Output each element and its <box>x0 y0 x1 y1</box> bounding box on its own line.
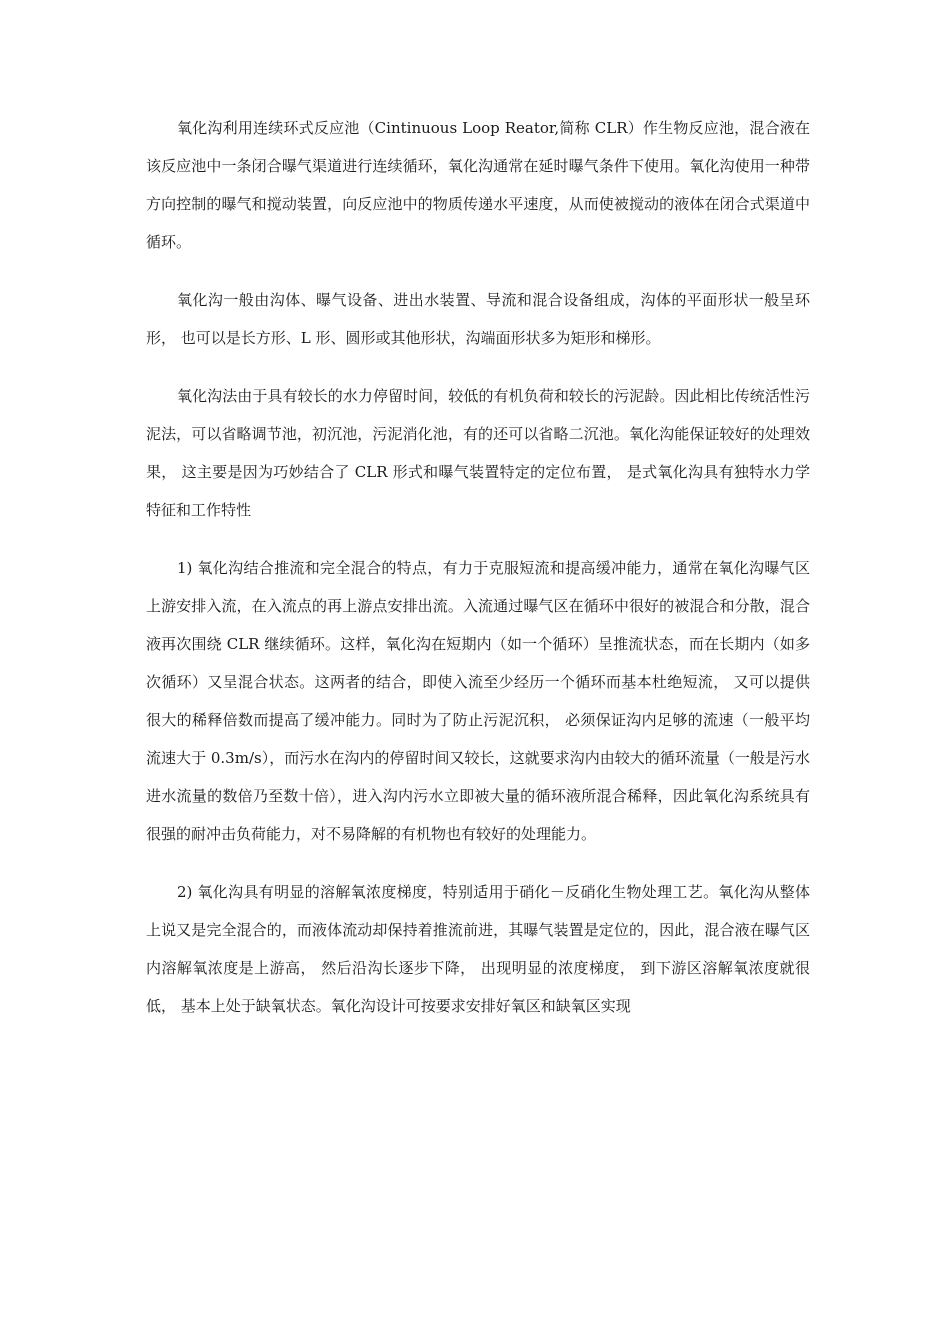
document-body <box>146 109 810 1045</box>
paragraph-point-1: 1) 氧化沟结合推流和完全混合的特点，有力于克服短流和提高缓冲能力，通常在氧化沟曝气区上游安排入流，在入流点的再上游点安排出流。入流通过曝气区在循环中很好的被混合和分散，混合液再次围绕 CLR 继续循环。这样，氧化沟在短期内（如一个循环）呈推流状态，而在长期内（如多次循环）又呈混合状态。这两者的结合，即使入流至少经历一个循环而基本杜绝短流， 又可以提供很大的稀释倍数而提高了缓冲能力。同时为了防止污泥沉积， 必须保证沟内足够的流速（一般平均流速大于 0.3m/s），而污水在沟内的停留时间又较长，这就要求沟内由较大的循环流量（一般是污水进水流量的数倍乃至数十倍），进入沟内污水立即被大量的循环液所混合稀释，因此氧化沟系统具有很强的耐冲击负荷能力，对不易降解的有机物也有较好的处理能力。 <box>146 559 810 843</box>
paragraph-clr-definition: 氧化沟利用连续环式反应池（Cintinuous Loop Reator,简称 CLR）作生物反应池，混合液在该反应池中一条闭合曝气渠道进行连续循环，氧化沟通常在延时曝气条件下使用。氧化沟使用一种带方向控制的曝气和搅动装置，向反应池中的物质传递水平速度，从而使被搅动的液体在闭合式渠道中循环。 <box>146 119 810 251</box>
paragraph-composition: 氧化沟一般由沟体、曝气设备、进出水装置、导流和混合设备组成，沟体的平面形状一般呈环形， 也可以是长方形、L 形、圆形或其他形状，沟端面形状多为矩形和梯形。 <box>146 291 810 347</box>
paragraph-advantages: 氧化沟法由于具有较长的水力停留时间，较低的有机负荷和较长的污泥龄。因此相比传统活性污泥法，可以省略调节池，初沉池，污泥消化池，有的还可以省略二沉池。氧化沟能保证较好的处理效果， 这主要是因为巧妙结合了 CLR 形式和曝气装置特定的定位布置， 是式氧化沟具有独特水力学特征和工作特性 <box>146 387 810 519</box>
paragraph-point-2: 2) 氧化沟具有明显的溶解氧浓度梯度，特别适用于硝化－反硝化生物处理工艺。氧化沟从整体上说又是完全混合的，而液体流动却保持着推流前进，其曝气装置是定位的，因此，混合液在曝气区内溶解氧浓度是上游高， 然后沿沟长逐步下降， 出现明显的浓度梯度， 到下游区溶解氧浓度就很低， 基本上处于缺氧状态。氧化沟设计可按要求安排好氧区和缺氧区实现 <box>146 883 810 1015</box>
